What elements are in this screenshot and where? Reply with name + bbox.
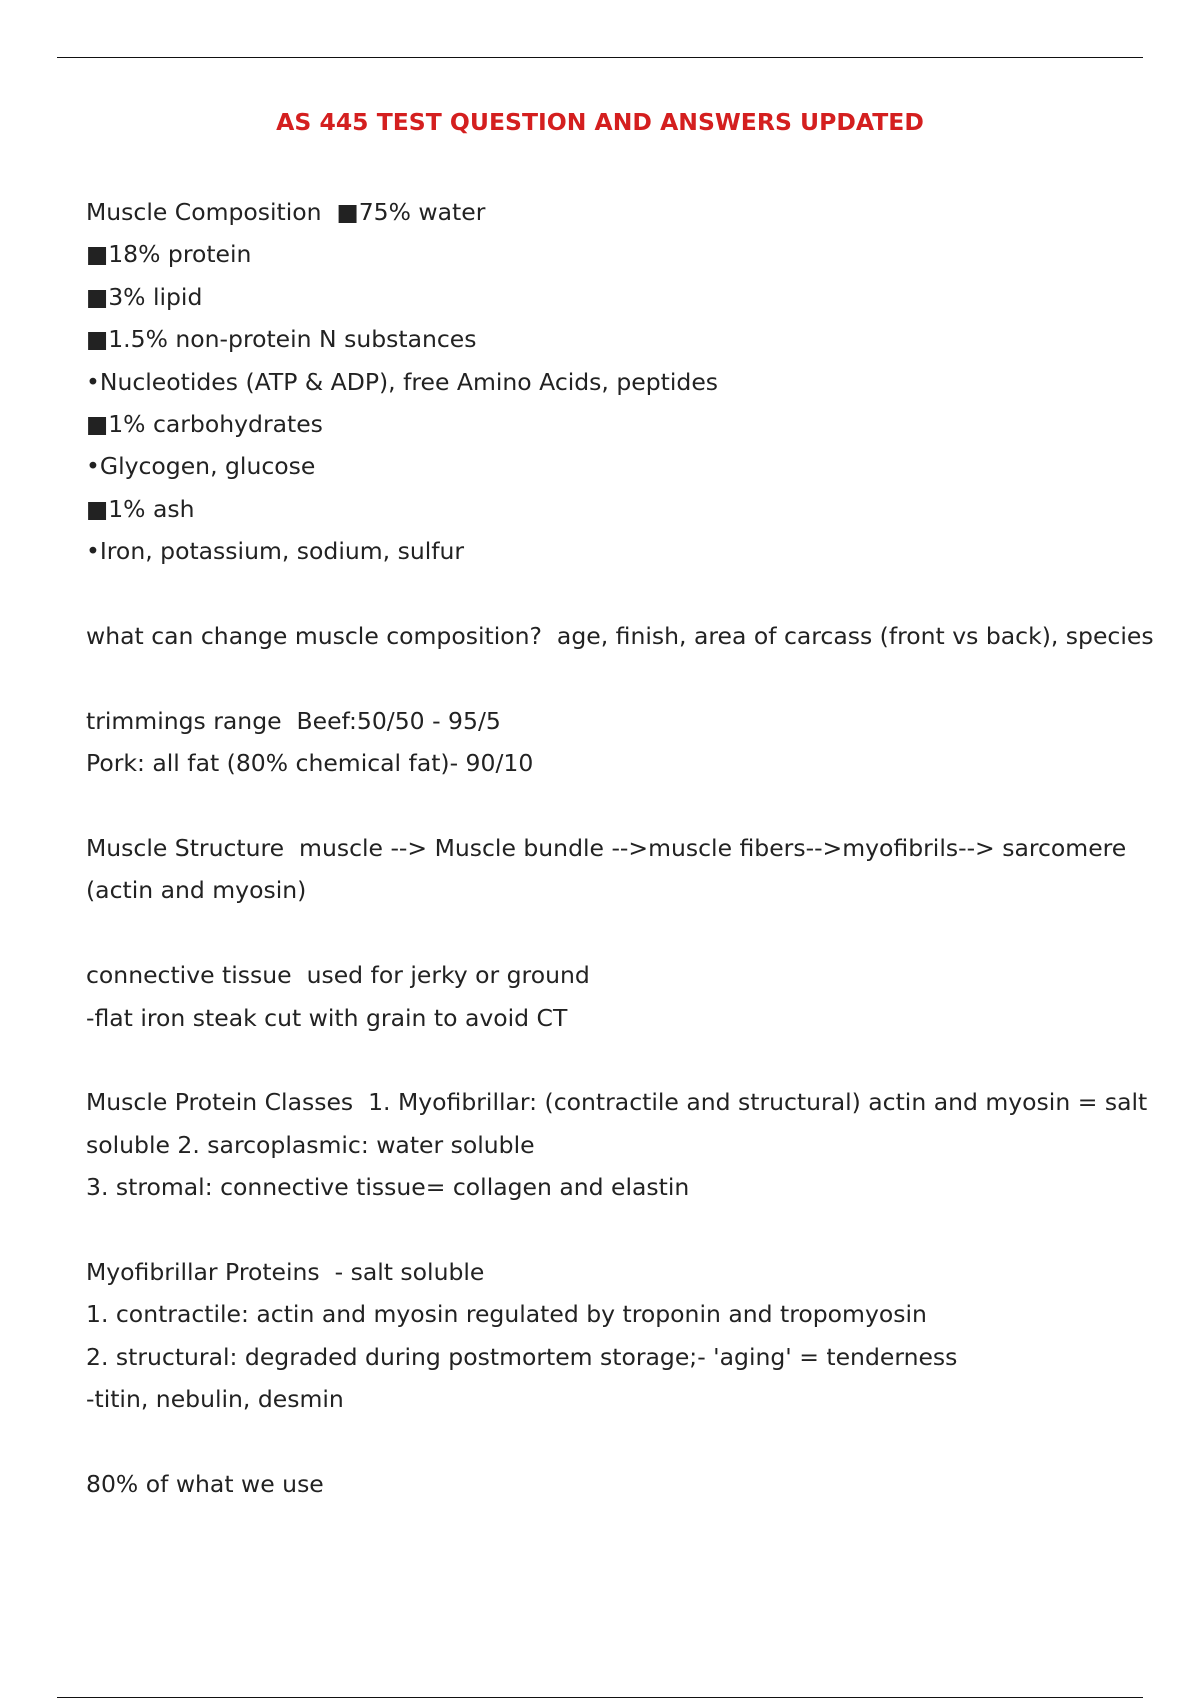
bottom-divider [57,1697,1143,1698]
entry-line: connective tissue used for jerky or ground [86,961,590,990]
entry-myofibrillar-proteins [86,1251,1186,1421]
document-title: AS 445 TEST QUESTION AND ANSWERS UPDATED [276,108,924,136]
entry-line: 2. structural: degraded during postmortem storage;- 'aging' = tenderness [86,1342,958,1371]
entry-change-composition [86,615,1186,657]
entry-line: •Iron, potassium, sodium, sulfur [86,537,465,566]
entry-line: -titin, nebulin, desmin [86,1385,344,1414]
entry-line: Muscle Protein Classes 1. Myofibrillar: (contractile and structural) actin and myosin = salt [86,1088,1148,1117]
entry-muscle-protein-classes [86,1081,1186,1208]
entry-muscle-composition [86,191,1186,573]
entry-line: •Glycogen, glucose [86,452,316,481]
entry-line: (actin and myosin) [86,876,307,905]
entry-line: ■18% protein [86,240,252,269]
entry-line: Myofibrillar Proteins - salt soluble [86,1258,485,1287]
entry-line: ■1.5% non-protein N substances [86,325,477,354]
entry-line: ■1% ash [86,494,195,523]
entry-line: ■1% carbohydrates [86,410,323,439]
entry-connective-tissue [86,954,1186,1039]
entry-line: trimmings range Beef:50/50 - 95/5 [86,706,501,735]
entry-line: -flat iron steak cut with grain to avoid CT [86,1003,568,1032]
entry-line: ■3% lipid [86,282,203,311]
entry-line: Muscle Composition ■75% water [86,198,486,226]
entry-line: 3. stromal: connective tissue= collagen and elastin [86,1173,690,1202]
entry-muscle-structure [86,827,1186,912]
document-body [86,191,1186,1548]
entry-trimmings-range [86,700,1186,785]
entry-line: Muscle Structure muscle --> Muscle bundle -->muscle fibers-->myofibrils--> sarcomere [86,834,1127,863]
top-divider [57,57,1143,58]
entry-line: Pork: all fat (80% chemical fat)- 90/10 [86,749,534,778]
entry-line: •Nucleotides (ATP & ADP), free Amino Acids, peptides [86,367,719,396]
entry-line: 80% of what we use [86,1470,324,1499]
entry-line: what can change muscle composition? age, finish, area of carcass (front vs back), species [86,622,1154,651]
entry-what-we-use [86,1463,1186,1505]
entry-line: 1. contractile: actin and myosin regulated by troponin and tropomyosin [86,1300,927,1329]
entry-line: soluble 2. sarcoplasmic: water soluble [86,1130,535,1159]
